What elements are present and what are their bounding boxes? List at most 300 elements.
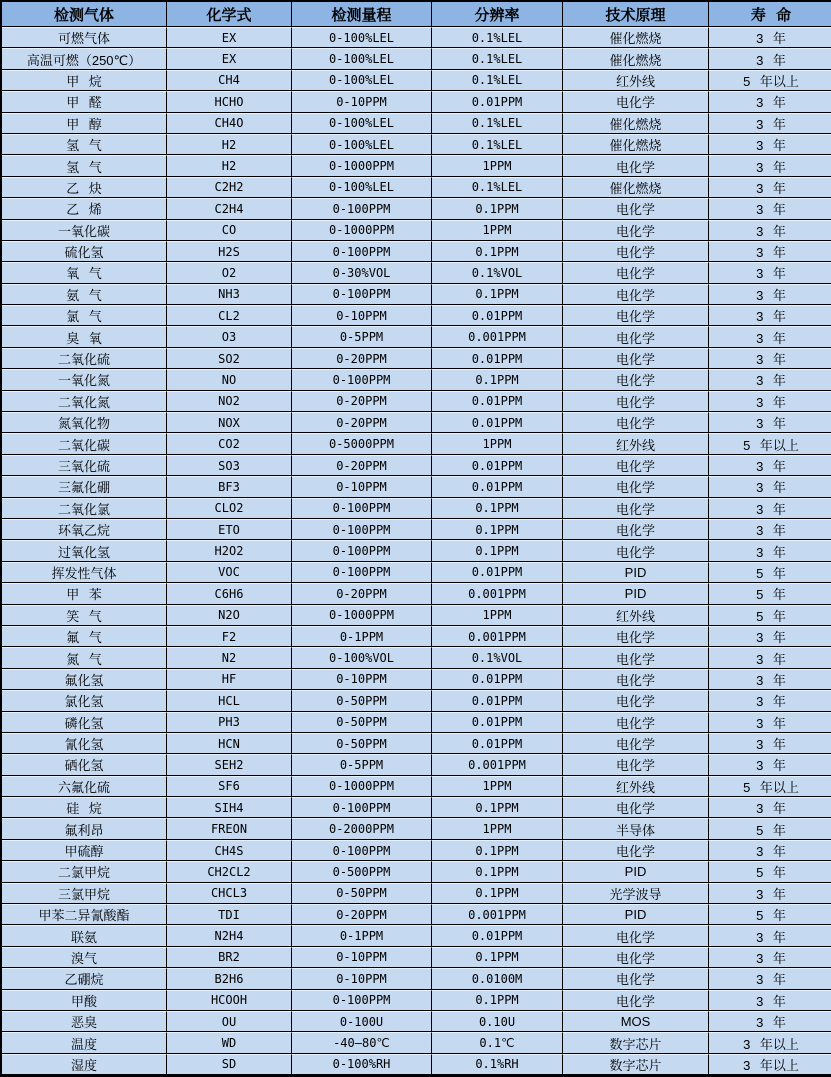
cell-formula: NOX: [167, 412, 292, 433]
table-row: [2, 883, 831, 904]
table-row: [2, 904, 831, 925]
cell-range: 0-20PPM: [292, 904, 432, 925]
cell-range: 0-2000PPM: [292, 818, 432, 839]
cell-range: 0-100%LEL: [292, 113, 432, 134]
cell-resolution: 1PPM: [432, 605, 563, 626]
cell-formula: O2: [167, 262, 292, 283]
table-row: [2, 968, 831, 989]
table-row: [2, 433, 831, 454]
cell-resolution: 0.1PPM: [432, 519, 563, 540]
cell-principle: 电化学: [563, 540, 709, 561]
cell-resolution: 0.01PPM: [432, 305, 563, 326]
cell-life: 3 年以上: [709, 1054, 831, 1075]
cell-gas: 一氧化碳: [2, 220, 167, 241]
cell-life: 3 年: [709, 391, 831, 412]
cell-resolution: 0.1%VOL: [432, 647, 563, 668]
cell-gas: 甲 醇: [2, 113, 167, 134]
cell-range: -40—80℃: [292, 1032, 432, 1053]
cell-gas: 氯 气: [2, 305, 167, 326]
cell-life: 3 年: [709, 647, 831, 668]
cell-resolution: 0.1%LEL: [432, 113, 563, 134]
cell-range: 0-20PPM: [292, 412, 432, 433]
cell-principle: 催化燃烧: [563, 48, 709, 69]
cell-range: 0-5PPM: [292, 326, 432, 347]
cell-life: 5 年: [709, 605, 831, 626]
cell-principle: 电化学: [563, 968, 709, 989]
table-row: [2, 540, 831, 561]
cell-resolution: 0.1PPM: [432, 198, 563, 219]
cell-formula: SO3: [167, 455, 292, 476]
cell-life: 3 年: [709, 220, 831, 241]
cell-principle: 电化学: [563, 797, 709, 818]
cell-life: 3 年: [709, 27, 831, 48]
cell-principle: 电化学: [563, 990, 709, 1011]
cell-resolution: 0.1%RH: [432, 1054, 563, 1075]
cell-life: 3 年: [709, 925, 831, 946]
cell-resolution: 0.01PPM: [432, 712, 563, 733]
cell-gas: 氮氧化物: [2, 412, 167, 433]
table-row: [2, 27, 831, 48]
cell-resolution: 0.1%LEL: [432, 27, 563, 48]
cell-range: 0-100PPM: [292, 369, 432, 390]
cell-life: 3 年: [709, 455, 831, 476]
cell-life: 5 年: [709, 904, 831, 925]
cell-resolution: 0.1PPM: [432, 990, 563, 1011]
cell-resolution: 0.1PPM: [432, 797, 563, 818]
cell-range: 0-10PPM: [292, 476, 432, 497]
cell-range: 0-20PPM: [292, 391, 432, 412]
cell-formula: SO2: [167, 348, 292, 369]
cell-principle: 红外线: [563, 70, 709, 91]
cell-life: 3 年: [709, 155, 831, 176]
cell-life: 3 年: [709, 883, 831, 904]
cell-formula: FREON: [167, 818, 292, 839]
column-header-resolution: 分辨率: [432, 2, 563, 27]
table-row: [2, 519, 831, 540]
cell-formula: CL2: [167, 305, 292, 326]
cell-gas: 磷化氢: [2, 712, 167, 733]
cell-formula: HCHO: [167, 91, 292, 112]
cell-gas: 三氟化硼: [2, 476, 167, 497]
cell-life: 3 年: [709, 241, 831, 262]
cell-formula: OU: [167, 1011, 292, 1032]
cell-formula: ETO: [167, 519, 292, 540]
cell-resolution: 1PPM: [432, 776, 563, 797]
table-row: [2, 476, 831, 497]
cell-formula: N2H4: [167, 925, 292, 946]
cell-range: 0-50PPM: [292, 690, 432, 711]
cell-resolution: 0.01PPM: [432, 669, 563, 690]
cell-formula: F2: [167, 626, 292, 647]
cell-gas: 二氧化碳: [2, 433, 167, 454]
cell-range: 0-100%LEL: [292, 134, 432, 155]
cell-range: 0-10PPM: [292, 669, 432, 690]
table-row: [2, 1011, 831, 1032]
cell-life: 3 年: [709, 412, 831, 433]
cell-gas: 甲 烷: [2, 70, 167, 91]
table-row: [2, 626, 831, 647]
cell-range: 0-1000PPM: [292, 220, 432, 241]
cell-principle: PID: [563, 583, 709, 604]
column-header-range: 检测量程: [292, 2, 432, 27]
table-row: [2, 326, 831, 347]
cell-resolution: 0.01PPM: [432, 562, 563, 583]
cell-resolution: 0.01PPM: [432, 476, 563, 497]
cell-life: 3 年: [709, 326, 831, 347]
cell-gas: 二氧化硫: [2, 348, 167, 369]
cell-formula: CHCL3: [167, 883, 292, 904]
cell-formula: CH4S: [167, 840, 292, 861]
table-row: [2, 91, 831, 112]
cell-range: 0-100%LEL: [292, 70, 432, 91]
cell-formula: CO: [167, 220, 292, 241]
cell-gas: 甲 醛: [2, 91, 167, 112]
cell-gas: 湿度: [2, 1054, 167, 1075]
cell-principle: MOS: [563, 1011, 709, 1032]
cell-principle: 数字芯片: [563, 1054, 709, 1075]
cell-range: 0-100%VOL: [292, 647, 432, 668]
cell-principle: 电化学: [563, 284, 709, 305]
cell-principle: 电化学: [563, 391, 709, 412]
cell-gas: 温度: [2, 1032, 167, 1053]
cell-range: 0-100PPM: [292, 797, 432, 818]
cell-formula: TDI: [167, 904, 292, 925]
cell-range: 0-20PPM: [292, 583, 432, 604]
cell-resolution: 0.1PPM: [432, 241, 563, 262]
cell-formula: CH2CL2: [167, 861, 292, 882]
cell-life: 3 年: [709, 177, 831, 198]
cell-gas: 氟利昂: [2, 818, 167, 839]
table-row: [2, 305, 831, 326]
table-row: [2, 155, 831, 176]
cell-resolution: 1PPM: [432, 433, 563, 454]
cell-principle: 催化燃烧: [563, 113, 709, 134]
cell-life: 5 年: [709, 818, 831, 839]
cell-gas: 联氨: [2, 925, 167, 946]
cell-resolution: 1PPM: [432, 155, 563, 176]
table-row: [2, 583, 831, 604]
table-row: [2, 391, 831, 412]
cell-gas: 环氧乙烷: [2, 519, 167, 540]
cell-range: 0-1000PPM: [292, 155, 432, 176]
cell-formula: WD: [167, 1032, 292, 1053]
cell-range: 0-1000PPM: [292, 776, 432, 797]
cell-formula: C6H6: [167, 583, 292, 604]
cell-resolution: 0.0100M: [432, 968, 563, 989]
table-row: [2, 861, 831, 882]
table-row: [2, 1032, 831, 1053]
cell-gas: 三氧化硫: [2, 455, 167, 476]
cell-life: 3 年以上: [709, 1032, 831, 1053]
cell-principle: 红外线: [563, 433, 709, 454]
cell-principle: PID: [563, 562, 709, 583]
cell-resolution: 0.1PPM: [432, 498, 563, 519]
cell-principle: 光学波导: [563, 883, 709, 904]
cell-formula: VOC: [167, 562, 292, 583]
cell-range: 0-100PPM: [292, 498, 432, 519]
cell-life: 3 年: [709, 712, 831, 733]
cell-life: 3 年: [709, 626, 831, 647]
cell-range: 0-10PPM: [292, 947, 432, 968]
cell-principle: 催化燃烧: [563, 177, 709, 198]
cell-principle: 电化学: [563, 840, 709, 861]
cell-range: 0-100%LEL: [292, 48, 432, 69]
cell-gas: 甲酸: [2, 990, 167, 1011]
cell-range: 0-100PPM: [292, 198, 432, 219]
table-row: [2, 198, 831, 219]
cell-formula: H2O2: [167, 540, 292, 561]
cell-principle: 电化学: [563, 91, 709, 112]
table-row: [2, 925, 831, 946]
table-row: [2, 498, 831, 519]
cell-gas: 恶臭: [2, 1011, 167, 1032]
cell-life: 3 年: [709, 797, 831, 818]
table-row: [2, 369, 831, 390]
cell-resolution: 0.10U: [432, 1011, 563, 1032]
cell-resolution: 0.1PPM: [432, 284, 563, 305]
cell-life: 3 年: [709, 690, 831, 711]
cell-range: 0-5PPM: [292, 754, 432, 775]
cell-resolution: 0.01PPM: [432, 412, 563, 433]
header-row: [2, 2, 831, 27]
cell-principle: 电化学: [563, 647, 709, 668]
cell-formula: NH3: [167, 284, 292, 305]
cell-life: 3 年: [709, 754, 831, 775]
column-header-principle: 技术原理: [563, 2, 709, 27]
cell-gas: 氨 气: [2, 284, 167, 305]
cell-principle: 电化学: [563, 498, 709, 519]
cell-formula: N2: [167, 647, 292, 668]
cell-range: 0-100PPM: [292, 840, 432, 861]
cell-formula: SIH4: [167, 797, 292, 818]
cell-formula: H2S: [167, 241, 292, 262]
table-row: [2, 647, 831, 668]
cell-formula: PH3: [167, 712, 292, 733]
cell-resolution: 0.01PPM: [432, 733, 563, 754]
cell-gas: 二氧化氯: [2, 498, 167, 519]
cell-resolution: 0.01PPM: [432, 455, 563, 476]
cell-resolution: 0.001PPM: [432, 583, 563, 604]
cell-range: 0-100PPM: [292, 562, 432, 583]
cell-principle: 电化学: [563, 476, 709, 497]
cell-resolution: 0.01PPM: [432, 391, 563, 412]
cell-principle: 电化学: [563, 369, 709, 390]
table-row: [2, 690, 831, 711]
cell-range: 0-5000PPM: [292, 433, 432, 454]
cell-resolution: 0.001PPM: [432, 754, 563, 775]
cell-range: 0-100%LEL: [292, 177, 432, 198]
cell-resolution: 0.1%LEL: [432, 70, 563, 91]
cell-resolution: 0.01PPM: [432, 925, 563, 946]
cell-formula: BR2: [167, 947, 292, 968]
cell-gas: 氧 气: [2, 262, 167, 283]
table-row: [2, 284, 831, 305]
cell-gas: 三氯甲烷: [2, 883, 167, 904]
cell-gas: 硅 烷: [2, 797, 167, 818]
table-row: [2, 712, 831, 733]
cell-principle: 红外线: [563, 605, 709, 626]
cell-range: 0-100PPM: [292, 540, 432, 561]
cell-principle: 电化学: [563, 198, 709, 219]
cell-formula: O3: [167, 326, 292, 347]
table-row: [2, 776, 831, 797]
cell-resolution: 0.01PPM: [432, 91, 563, 112]
cell-resolution: 0.1PPM: [432, 540, 563, 561]
cell-life: 3 年: [709, 91, 831, 112]
cell-gas: 笑 气: [2, 605, 167, 626]
cell-principle: 电化学: [563, 412, 709, 433]
cell-life: 3 年: [709, 947, 831, 968]
cell-life: 5 年以上: [709, 433, 831, 454]
cell-life: 3 年: [709, 262, 831, 283]
table-row: [2, 733, 831, 754]
cell-gas: 二氯甲烷: [2, 861, 167, 882]
cell-life: 5 年以上: [709, 70, 831, 91]
cell-gas: 六氟化硫: [2, 776, 167, 797]
cell-principle: 电化学: [563, 733, 709, 754]
cell-formula: CH4O: [167, 113, 292, 134]
cell-resolution: 0.1℃: [432, 1032, 563, 1053]
cell-range: 0-20PPM: [292, 455, 432, 476]
cell-life: 5 年: [709, 562, 831, 583]
cell-principle: 催化燃烧: [563, 134, 709, 155]
cell-principle: 电化学: [563, 348, 709, 369]
cell-resolution: 0.1%LEL: [432, 48, 563, 69]
cell-range: 0-100PPM: [292, 519, 432, 540]
cell-life: 3 年: [709, 476, 831, 497]
cell-range: 0-100PPM: [292, 990, 432, 1011]
cell-range: 0-100PPM: [292, 284, 432, 305]
table-row: [2, 348, 831, 369]
cell-gas: 氟化氢: [2, 669, 167, 690]
table-row: [2, 177, 831, 198]
cell-life: 3 年: [709, 540, 831, 561]
cell-range: 0-1PPM: [292, 925, 432, 946]
cell-principle: PID: [563, 904, 709, 925]
cell-formula: C2H2: [167, 177, 292, 198]
cell-formula: EX: [167, 27, 292, 48]
table-row: [2, 262, 831, 283]
cell-range: 0-100PPM: [292, 241, 432, 262]
cell-range: 0-10PPM: [292, 968, 432, 989]
cell-life: 5 年: [709, 861, 831, 882]
cell-resolution: 0.1PPM: [432, 883, 563, 904]
cell-resolution: 0.1%VOL: [432, 262, 563, 283]
cell-range: 0-50PPM: [292, 883, 432, 904]
cell-resolution: 1PPM: [432, 220, 563, 241]
cell-principle: 红外线: [563, 776, 709, 797]
cell-life: 3 年: [709, 498, 831, 519]
cell-principle: 电化学: [563, 155, 709, 176]
cell-principle: 数字芯片: [563, 1032, 709, 1053]
cell-formula: CH4: [167, 70, 292, 91]
cell-resolution: 0.1%LEL: [432, 177, 563, 198]
cell-formula: SEH2: [167, 754, 292, 775]
cell-life: 3 年: [709, 369, 831, 390]
cell-principle: 半导体: [563, 818, 709, 839]
cell-principle: 电化学: [563, 241, 709, 262]
cell-resolution: 0.1%LEL: [432, 134, 563, 155]
cell-formula: BF3: [167, 476, 292, 497]
cell-gas: 乙 炔: [2, 177, 167, 198]
cell-life: 3 年: [709, 198, 831, 219]
cell-formula: HCN: [167, 733, 292, 754]
cell-range: 0-500PPM: [292, 861, 432, 882]
cell-gas: 过氧化氢: [2, 540, 167, 561]
cell-range: 0-30%VOL: [292, 262, 432, 283]
cell-gas: 氢 气: [2, 155, 167, 176]
cell-gas: 硫化氢: [2, 241, 167, 262]
cell-life: 3 年: [709, 113, 831, 134]
cell-formula: HCL: [167, 690, 292, 711]
table-row: [2, 241, 831, 262]
table-row: [2, 1054, 831, 1075]
cell-range: 0-100%LEL: [292, 27, 432, 48]
cell-principle: 电化学: [563, 519, 709, 540]
cell-principle: 电化学: [563, 220, 709, 241]
cell-range: 0-50PPM: [292, 733, 432, 754]
cell-formula: SD: [167, 1054, 292, 1075]
cell-gas: 氮 气: [2, 647, 167, 668]
cell-formula: HCOOH: [167, 990, 292, 1011]
cell-resolution: 0.01PPM: [432, 348, 563, 369]
cell-range: 0-20PPM: [292, 348, 432, 369]
cell-gas: 溴气: [2, 947, 167, 968]
cell-range: 0-1000PPM: [292, 605, 432, 626]
cell-resolution: 0.001PPM: [432, 326, 563, 347]
cell-principle: 电化学: [563, 262, 709, 283]
cell-life: 3 年: [709, 134, 831, 155]
cell-resolution: 0.1PPM: [432, 947, 563, 968]
cell-gas: 乙硼烷: [2, 968, 167, 989]
cell-range: 0-100%RH: [292, 1054, 432, 1075]
table-row: [2, 754, 831, 775]
cell-gas: 可燃气体: [2, 27, 167, 48]
table-row: [2, 134, 831, 155]
table-row: [2, 70, 831, 91]
cell-principle: 电化学: [563, 669, 709, 690]
table-body: [2, 27, 831, 1075]
cell-life: 3 年: [709, 305, 831, 326]
cell-gas: 氯化氢: [2, 690, 167, 711]
cell-formula: H2: [167, 155, 292, 176]
cell-principle: 电化学: [563, 690, 709, 711]
cell-life: 3 年: [709, 669, 831, 690]
cell-formula: CLO2: [167, 498, 292, 519]
column-header-life: 寿 命: [709, 2, 831, 27]
table-row: [2, 605, 831, 626]
cell-range: 0-10PPM: [292, 305, 432, 326]
cell-formula: N2O: [167, 605, 292, 626]
column-header-gas: 检测气体: [2, 2, 167, 27]
cell-gas: 氟 气: [2, 626, 167, 647]
cell-formula: NO2: [167, 391, 292, 412]
cell-principle: 电化学: [563, 754, 709, 775]
cell-formula: H2: [167, 134, 292, 155]
cell-formula: B2H6: [167, 968, 292, 989]
table-row: [2, 840, 831, 861]
cell-formula: HF: [167, 669, 292, 690]
table-row: [2, 455, 831, 476]
cell-principle: 电化学: [563, 925, 709, 946]
cell-range: 0-10PPM: [292, 91, 432, 112]
cell-life: 3 年: [709, 284, 831, 305]
cell-principle: 电化学: [563, 712, 709, 733]
cell-range: 0-100U: [292, 1011, 432, 1032]
cell-range: 0-1PPM: [292, 626, 432, 647]
cell-principle: 电化学: [563, 455, 709, 476]
cell-life: 3 年: [709, 519, 831, 540]
